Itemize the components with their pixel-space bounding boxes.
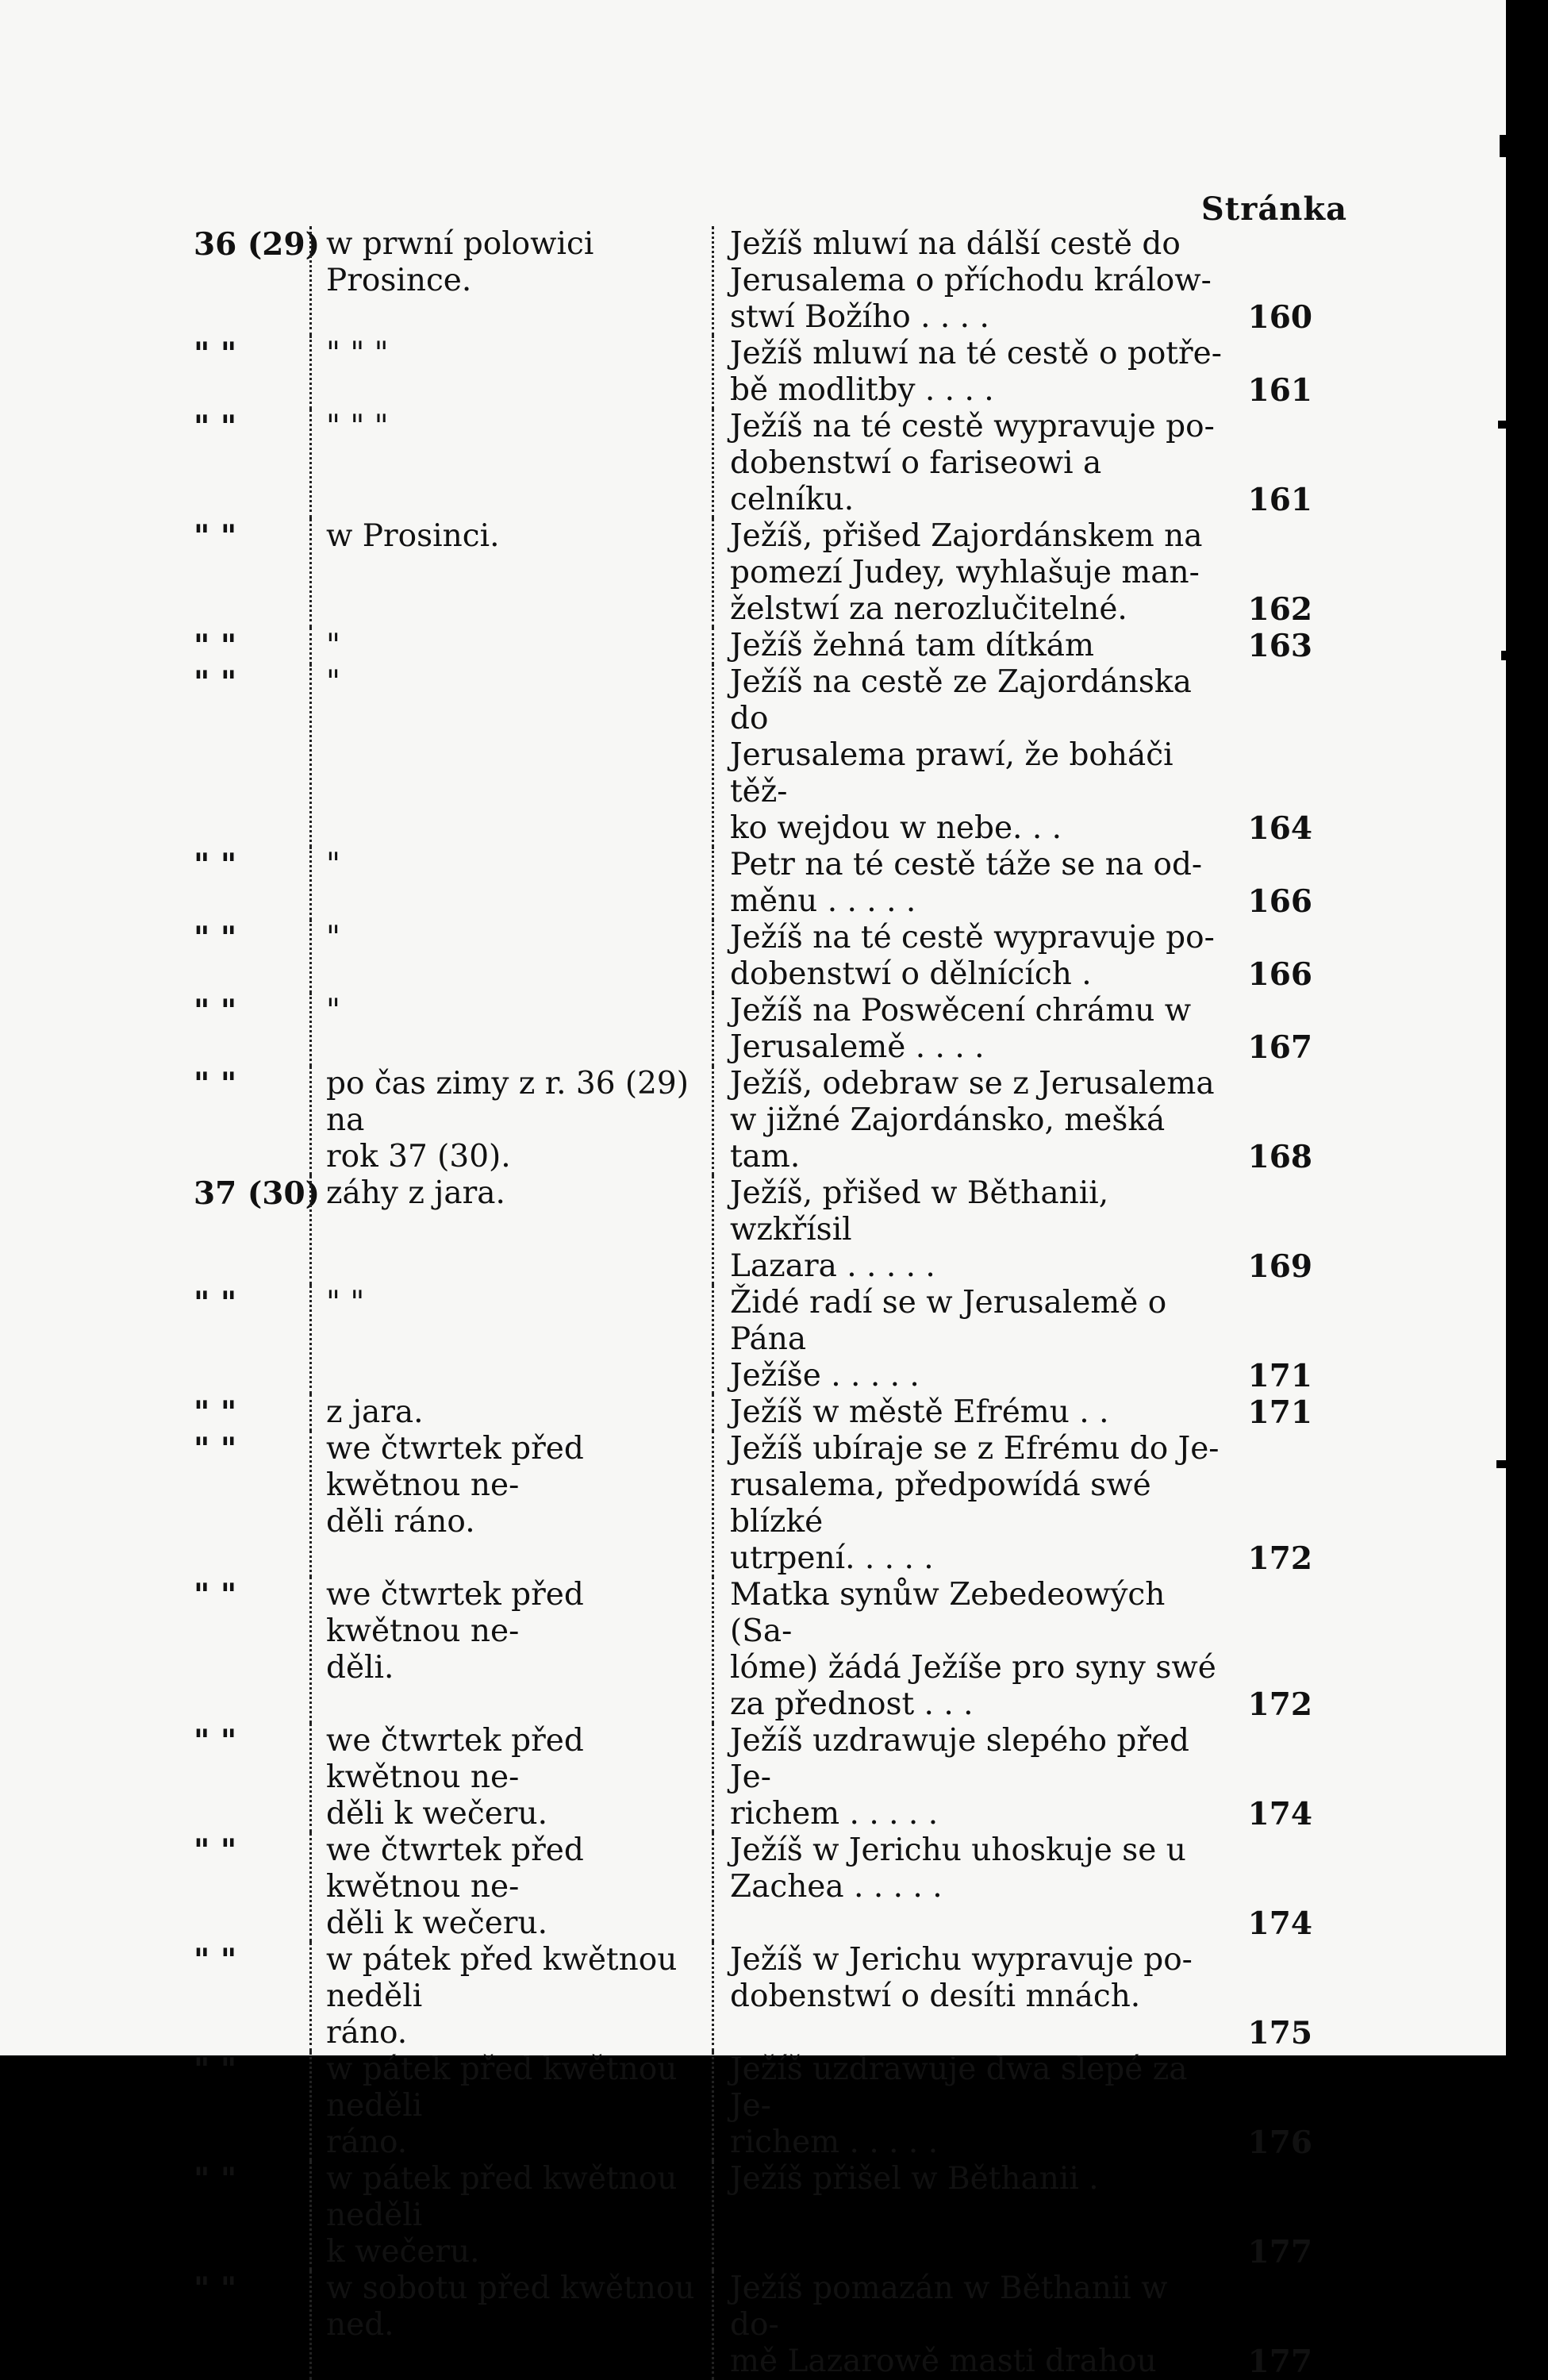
time-cell: z jara.	[309, 1394, 714, 1431]
time-cell: "	[309, 993, 714, 1066]
table-row	[182, 2270, 1317, 2380]
event-cell: Ježíš pomazán w Běthanii w do- mě Lazarowě masti drahou	[730, 2270, 1168, 2379]
year-cell: " "	[194, 518, 237, 555]
page-edge-mark	[1496, 1460, 1511, 1468]
event-cell: Ježíš, přišed Zajordánskem na pomezí Judey, wyhlašuje man- želstwí za nerozlučitelné.	[730, 518, 1203, 627]
page-number: 174	[1247, 1796, 1312, 1832]
year-cell: " "	[194, 920, 237, 956]
event-cell: Petr na té cestě táže se na od- měnu . . . . .	[730, 847, 1203, 919]
year-cell: " "	[194, 1942, 237, 1978]
page-column-header: Stránka	[1200, 190, 1347, 228]
table-row	[182, 664, 1317, 847]
table-row	[182, 226, 1317, 336]
event-cell: Ježíš mluwí na dálší cestě do Jerusalema o příchodu králow- stwí Božího . . . .	[730, 226, 1212, 335]
time-cell: "	[309, 628, 714, 664]
time-cell: " "	[309, 1285, 714, 1394]
page-number: 174	[1247, 1905, 1312, 1942]
time-cell: záhy z jara.	[309, 1175, 714, 1285]
time-cell: w pátek před kwětnou neděli k wečeru.	[309, 2161, 714, 2270]
page-number: 177	[1247, 2234, 1312, 2270]
year-cell: " "	[194, 1285, 237, 1321]
time-cell: we čtwrtek před kwětnou ne- děli k wečeru.	[309, 1723, 714, 1832]
year-cell: " "	[194, 993, 237, 1029]
event-cell: Ježíš na Poswěcení chrámu w Jerusalemě . . . .	[730, 993, 1192, 1065]
event-cell: Ježíš w městě Efrému . .	[730, 1394, 1109, 1430]
event-cell: Ježíš w Jerichu wypravuje po- dobenstwí o desíti mnách.	[730, 1942, 1193, 2014]
page-number: 176	[1247, 2124, 1312, 2161]
table-row	[182, 2161, 1317, 2270]
page-number: 163	[1247, 628, 1312, 664]
time-cell: we čtwrtek před kwětnou ne- děli.	[309, 1577, 714, 1723]
page-number: 166	[1247, 956, 1312, 993]
table-row	[182, 993, 1317, 1066]
year-cell: " "	[194, 1723, 237, 1759]
year-cell: " "	[194, 847, 237, 883]
year-cell: " "	[194, 1066, 237, 1102]
event-cell: Ježíš na cestě ze Zajordánska do Jerusalema prawí, že boháči těž- ko wejdou w nebe. . .	[730, 664, 1192, 846]
time-cell: we čtwrtek před kwětnou ne- děli ráno.	[309, 1431, 714, 1577]
table-row	[182, 2051, 1317, 2161]
page-number: 172	[1247, 1540, 1312, 1577]
page-number: 177	[1247, 2343, 1312, 2380]
event-cell: Ježíš, odebraw se z Jerusalema w jižné Zajordánsko, mešká tam.	[730, 1066, 1215, 1175]
page-number: 160	[1247, 299, 1312, 336]
table-row	[182, 920, 1317, 993]
event-cell: Matka synůw Zebedeowých (Sa- lóme) žádá Ježíše pro syny swé za přednost . . .	[730, 1577, 1216, 1722]
page-number: 175	[1247, 2015, 1312, 2051]
page-edge-mark	[1501, 651, 1509, 660]
year-cell: " "	[194, 1832, 237, 1869]
page-number: 166	[1247, 883, 1312, 920]
year-cell: 36 (29)	[194, 226, 321, 263]
page-number: 172	[1247, 1686, 1312, 1723]
year-cell: 37 (30)	[194, 1175, 321, 1212]
page-number: 171	[1247, 1394, 1312, 1431]
page-number: 161	[1247, 482, 1312, 518]
event-cell: Ježíš ubíraje se z Efrému do Je- rusalema, předpowídá swé blízké utrpení. . . . .	[730, 1431, 1220, 1576]
table-row	[182, 1066, 1317, 1175]
table-row	[182, 1942, 1317, 2051]
table-row	[182, 1431, 1317, 1577]
event-cell: Ježíš, přišed w Běthanii, wzkřísil Lazara . . . . .	[730, 1175, 1109, 1284]
year-cell: " "	[194, 409, 237, 445]
page-number: 164	[1247, 810, 1312, 847]
time-cell: w pátek před kwětnou neděli ráno.	[309, 2051, 714, 2161]
year-cell: " "	[194, 664, 237, 701]
table-row	[182, 1577, 1317, 1723]
year-cell: " "	[194, 1577, 237, 1613]
time-cell: we čtwrtek před kwětnou ne- děli k wečeru.	[309, 1832, 714, 1942]
time-cell: w sobotu před kwětnou ned.	[309, 2270, 714, 2380]
event-cell: Ježíš mluwí na té cestě o potře- bě modlitby . . . .	[730, 336, 1222, 408]
year-cell: " "	[194, 2051, 237, 2088]
time-cell: w pátek před kwětnou neděli ráno.	[309, 1942, 714, 2051]
page-number: 168	[1247, 1139, 1312, 1175]
table-row	[182, 1832, 1317, 1942]
time-cell: po čas zimy z r. 36 (29) na rok 37 (30).	[309, 1066, 714, 1175]
chronology-table	[182, 226, 1317, 2380]
year-cell: " "	[194, 628, 237, 664]
table-row	[182, 1723, 1317, 1832]
page-number: 171	[1247, 1358, 1312, 1394]
table-row	[182, 336, 1317, 409]
table-row	[182, 1394, 1317, 1431]
time-cell: w prwní polowici Prosince.	[309, 226, 714, 336]
time-cell: " " "	[309, 409, 714, 518]
event-cell: Židé radí se w Jerusalemě o Pána Ježíše . . . . .	[730, 1285, 1167, 1394]
time-cell: "	[309, 847, 714, 920]
page-edge-mark	[1500, 135, 1511, 157]
event-cell: Ježíš na té cestě wypravuje po- dobenstwí o fariseowi a celníku.	[730, 409, 1215, 517]
year-cell: " "	[194, 1394, 237, 1431]
page-number: 162	[1247, 591, 1312, 628]
time-cell: "	[309, 664, 714, 847]
year-cell: " "	[194, 2270, 237, 2307]
table-row	[182, 847, 1317, 920]
page-number: 167	[1247, 1029, 1312, 1066]
event-cell: Ježíš uzdrawuje slepého před Je- richem . . . . .	[730, 1723, 1190, 1832]
event-cell: Ježíš w Jerichu uhoskuje se u Zachea . . . . .	[730, 1832, 1186, 1905]
table-row	[182, 409, 1317, 518]
event-cell: Ježíš na té cestě wypravuje po- dobenstwí o dělnících .	[730, 920, 1215, 992]
page-number: 161	[1247, 372, 1312, 409]
table-row	[182, 1285, 1317, 1394]
year-cell: " "	[194, 336, 237, 372]
event-cell: Ježíš žehná tam dítkám	[730, 628, 1094, 663]
time-cell: w Prosinci.	[309, 518, 714, 628]
time-cell: " " "	[309, 336, 714, 409]
year-cell: " "	[194, 2161, 237, 2197]
table-row	[182, 518, 1317, 628]
year-cell: " "	[194, 1431, 237, 1467]
time-cell: "	[309, 920, 714, 993]
table-row	[182, 1175, 1317, 1285]
page-edge-mark	[1498, 421, 1511, 429]
table-row	[182, 628, 1317, 664]
event-cell: Ježíš uzdrawuje dwa slepé za Je- richem . . . . .	[730, 2051, 1188, 2160]
page-number: 169	[1247, 1248, 1312, 1285]
event-cell: Ježíš přišel w Běthanii .	[730, 2161, 1099, 2197]
